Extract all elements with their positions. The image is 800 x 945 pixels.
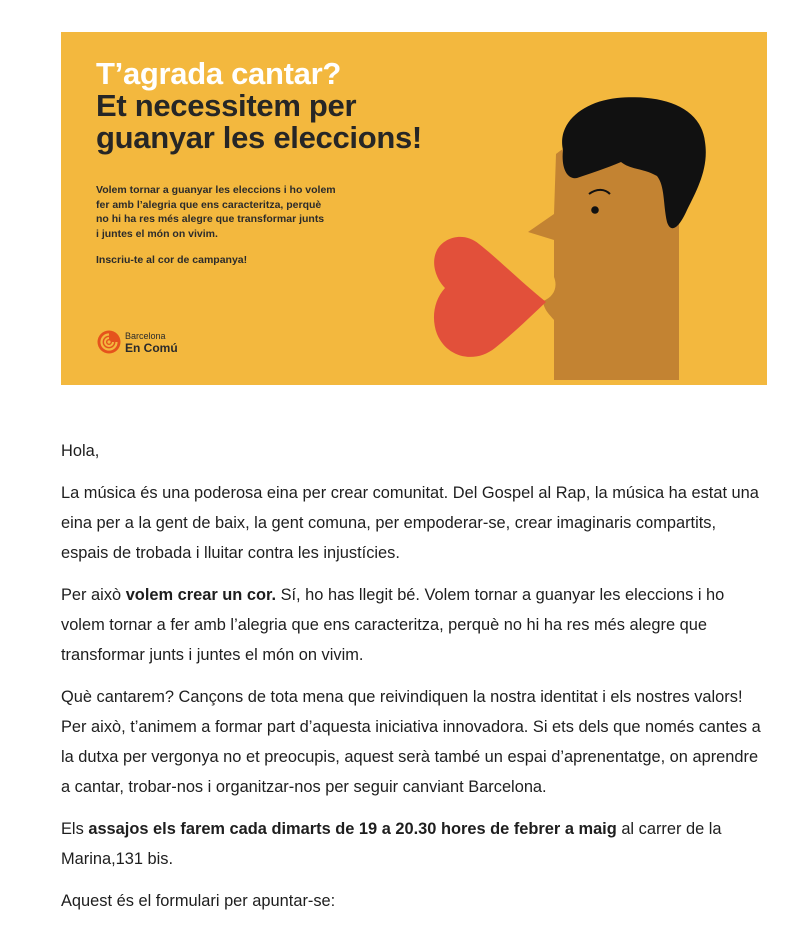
banner-text-line: Volem tornar a guanyar les eleccions i ho volem: [96, 184, 336, 196]
logo-mark-icon: [96, 329, 122, 355]
greeting: Hola,: [61, 442, 100, 460]
paragraph-music: La música és una poderosa eina per crear comunitat. Del Gospel al Rap, la música ha estat una eina per a la gent de baix, la gent comuna, per empoderar-se, crear imaginaris compartits, espais de trobada i lluitar contra les injustícies.: [61, 484, 759, 562]
bold-text: volem crear un cor.: [125, 586, 277, 604]
paragraph-form: Aquest és el formulari per apuntar-se:: [61, 892, 336, 910]
banner-text-line: fer amb l’alegria que ens caracteritza, perquè: [96, 198, 322, 211]
heart-shape: [434, 237, 546, 357]
text-span: al carrer de la Marina,131 bis.: [61, 820, 722, 868]
barcelona-en-comu-logo: [96, 329, 178, 355]
paragraph-songs: Què cantarem? Cançons de tota mena que reivindiquen la nostra identitat i els nostres valors! Per això, t’animem a formar part d’aquesta iniciativa innovadora. Si ets dels que només cantes a la dutxa per vergonya no et preocupis, aquest serà també un espai d’aprenentatge, on aprendre a cantar, trobar-nos i organitzar-nos per seguir canviant Barcelona.: [61, 688, 761, 796]
banner-text-line: i juntes el món on vivim.: [96, 227, 218, 240]
banner-title-line-2: Et necessitem per: [96, 88, 357, 123]
banner-title-line-3: guanyar les eleccions!: [96, 120, 422, 155]
campaign-banner: [61, 32, 767, 385]
text-span: Els: [61, 820, 89, 838]
logo-line-1: Barcelona: [125, 331, 166, 341]
logo-text: [125, 330, 178, 354]
bold-text: assajos els farem cada dimarts de 19 a 20.30 hores de febrer a maig: [88, 820, 617, 838]
paragraph-choir: [61, 580, 761, 670]
paragraph-rehearsals: [61, 814, 761, 874]
banner-description: [96, 183, 371, 241]
banner-cta: Inscriu-te al cor de campanya!: [96, 254, 248, 266]
text-span: Sí, ho has llegit bé. Volem tornar a guanyar les eleccions i ho volem tornar a fer amb l’alegria que ens caracteritza, perquè no hi ha res més alegre que transformar junts i juntes el món on vivim.: [61, 586, 725, 664]
logo-line-2: En Comú: [125, 341, 178, 355]
eye-shape: [591, 206, 599, 214]
banner-title-line-1: T’agrada cantar?: [96, 56, 342, 91]
banner-text-line: no hi ha res més alegre que transformar junts: [96, 213, 325, 225]
singing-face-illustration: [421, 82, 767, 385]
text-span: Per això: [61, 586, 126, 604]
banner-title: [96, 58, 422, 154]
email-body: [61, 436, 761, 928]
